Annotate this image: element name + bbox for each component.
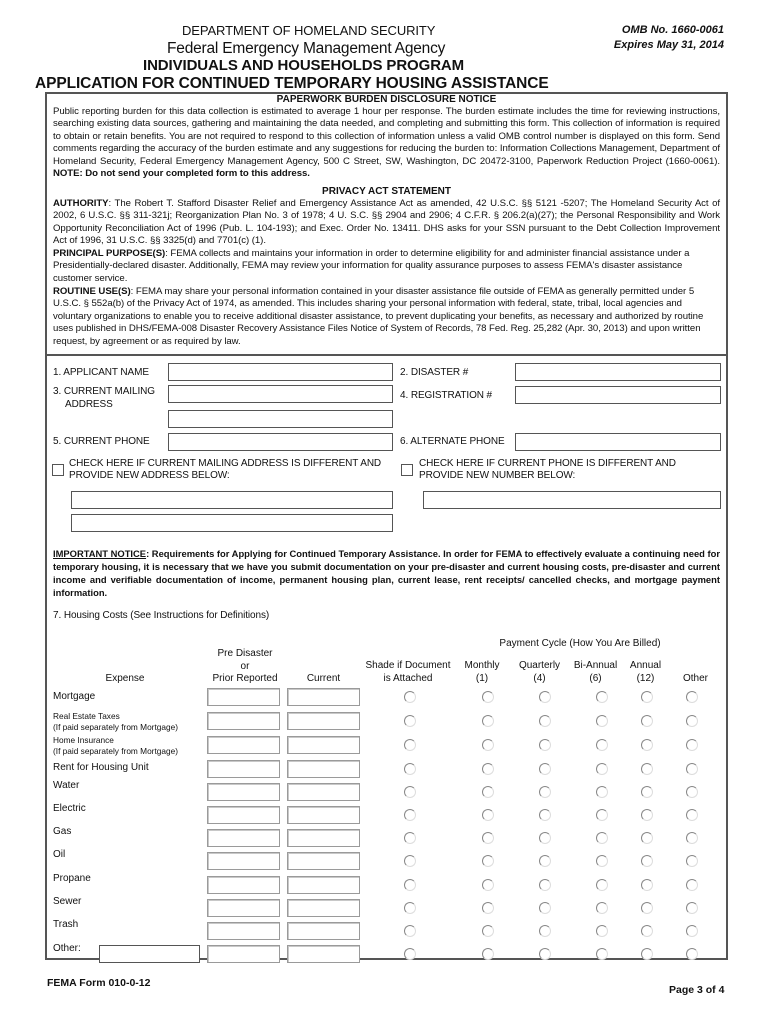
housing-costs-label: 7. Housing Costs (See Instructions for Definitions) — [53, 610, 270, 621]
expense-label — [53, 780, 79, 791]
biannual-radio[interactable] — [596, 763, 608, 775]
annual-radio[interactable] — [641, 809, 653, 821]
new-phone-field[interactable] — [423, 491, 721, 509]
new-address-field-2[interactable] — [71, 514, 393, 532]
other-radio[interactable] — [686, 879, 698, 891]
biannual-radio[interactable] — [596, 715, 608, 727]
biannual-radio[interactable] — [596, 832, 608, 844]
pre-disaster-amount-field[interactable] — [207, 760, 280, 778]
other-radio[interactable] — [686, 902, 698, 914]
alternate-phone-label: 6. ALTERNATE PHONE — [400, 436, 505, 447]
quarterly-radio[interactable] — [539, 809, 551, 821]
quarterly-radio[interactable] — [539, 691, 551, 703]
burden-notice-body: Public reporting burden for this data collection is estimated to average 1 hour per response. The burden estimate includes the time for reviewing instructions, searching existing data sources, gathering and maintaining the data needed, and completing and submitting this form. This collection of information is required to obtain or retain benefits. You are not required to respond to this collection of information unless a valid OMB control number is displayed on this form. Send comments regarding the accuracy of the burden estimate and any suggestions for reducing the burden to: Information Collections Management, Department of Homeland Security, Federal Emergency Management Agency, 500 C Street, SW, Washington, DC 20472-3100, Paperwork Reduction Project (1660-0061). — [53, 106, 720, 167]
col-monthly-line1: Monthly — [464, 660, 500, 671]
new-address-field-1[interactable] — [71, 491, 393, 509]
expense-label — [53, 873, 91, 884]
pre-disaster-amount-field[interactable] — [207, 688, 280, 706]
other-radio[interactable] — [686, 739, 698, 751]
pre-disaster-amount-field[interactable] — [207, 899, 280, 917]
mailing-address-label-1: 3. CURRENT MAILING — [53, 386, 155, 397]
authority-label: AUTHORITY — [53, 198, 109, 209]
col-document-attached — [358, 660, 458, 685]
payment-cycle-heading: Payment Cycle (How You Are Billed) — [499, 638, 661, 649]
quarterly-radio[interactable] — [539, 786, 551, 798]
address-changed-label-2: PROVIDE NEW ADDRESS BELOW: — [69, 470, 230, 481]
expense-label — [53, 762, 149, 773]
mailing-address-field-2[interactable] — [168, 410, 393, 428]
other-radio[interactable] — [686, 715, 698, 727]
expiration-date: Expires May 31, 2014 — [613, 39, 724, 51]
annual-radio[interactable] — [641, 739, 653, 751]
monthly-radio[interactable] — [482, 902, 494, 914]
annual-radio[interactable] — [641, 925, 653, 937]
col-pre-disaster-line2: or — [240, 660, 250, 672]
important-notice-text: : Requirements for Applying for Continued Temporary Assistance. In order for FEMA to effectively evaluate a continuing need for temporary housing, it is necessary that we have you submit documentation on your pre-disaster and current housing costs, pre-disaster and current income and verifiable documentation of income, permanent housing plan, current lease, rent receipts/ cancelled checks, and mortgage payment information. — [53, 548, 720, 598]
form-number: FEMA Form 010-0-12 — [47, 977, 151, 989]
department-name: DEPARTMENT OF HOMELAND SECURITY — [182, 23, 436, 38]
monthly-radio[interactable] — [482, 691, 494, 703]
col-monthly-line2: (1) — [475, 672, 489, 684]
monthly-radio[interactable] — [482, 925, 494, 937]
expense-name: Propane — [53, 873, 91, 884]
monthly-radio[interactable] — [482, 809, 494, 821]
burden-notice-text — [53, 106, 720, 180]
quarterly-radio[interactable] — [539, 948, 551, 960]
alternate-phone-field[interactable] — [515, 433, 721, 451]
pre-disaster-amount-field[interactable] — [207, 829, 280, 847]
registration-number-field[interactable] — [515, 386, 721, 404]
monthly-radio[interactable] — [482, 739, 494, 751]
annual-radio[interactable] — [641, 832, 653, 844]
important-notice-label: IMPORTANT NOTICE — [53, 548, 147, 559]
doc-attached-radio[interactable] — [404, 809, 416, 821]
quarterly-radio[interactable] — [539, 879, 551, 891]
expense-label — [53, 849, 65, 860]
pre-disaster-amount-field[interactable] — [207, 736, 280, 754]
pre-disaster-amount-field[interactable] — [207, 712, 280, 730]
doc-attached-radio[interactable] — [404, 832, 416, 844]
col-annual — [623, 660, 668, 685]
expense-label — [53, 896, 81, 907]
doc-attached-radio[interactable] — [404, 739, 416, 751]
expense-name: Mortgage — [53, 691, 96, 702]
current-phone-label: 5. CURRENT PHONE — [53, 436, 150, 447]
biannual-radio[interactable] — [596, 948, 608, 960]
col-doc-line2: is Attached — [383, 672, 433, 684]
program-name: INDIVIDUALS AND HOUSEHOLDS PROGRAM — [143, 57, 465, 74]
privacy-authority — [53, 198, 720, 248]
purpose-text: : FEMA collects and maintains your information in order to determine eligibility for and administer financial assistance under a Presidentially-declared disaster. Additionally, FEMA may review your information for quality assurance purposes to assess FEMA's disaster assistance customer service. — [53, 248, 690, 284]
other-radio[interactable] — [686, 832, 698, 844]
expense-name: Other: — [53, 943, 81, 954]
other-radio[interactable] — [686, 691, 698, 703]
monthly-radio[interactable] — [482, 763, 494, 775]
other-radio[interactable] — [686, 809, 698, 821]
current-amount-field[interactable] — [287, 876, 360, 894]
expense-label — [53, 919, 78, 930]
biannual-radio[interactable] — [596, 809, 608, 821]
page-number: Page 3 of 4 — [669, 984, 725, 996]
other-radio[interactable] — [686, 763, 698, 775]
biannual-radio[interactable] — [596, 855, 608, 867]
privacy-heading: PRIVACY ACT STATEMENT — [322, 186, 451, 197]
disaster-number-label: 2. DISASTER # — [400, 367, 469, 378]
col-quarterly — [512, 660, 567, 685]
quarterly-radio[interactable] — [539, 739, 551, 751]
current-amount-field[interactable] — [287, 806, 360, 824]
expense-name: Gas — [53, 826, 72, 837]
col-annual-line2: (12) — [636, 672, 655, 684]
registration-number-label: 4. REGISTRATION # — [400, 390, 493, 401]
monthly-radio[interactable] — [482, 786, 494, 798]
col-expense: Expense — [105, 673, 145, 684]
doc-attached-radio[interactable] — [404, 691, 416, 703]
other-radio[interactable] — [686, 855, 698, 867]
phone-changed-label-1: CHECK HERE IF CURRENT PHONE IS DIFFERENT AND — [419, 458, 676, 469]
annual-radio[interactable] — [641, 948, 653, 960]
expense-name: Sewer — [53, 896, 82, 907]
biannual-radio[interactable] — [596, 879, 608, 891]
burden-notice-note: NOTE: Do not send your completed form to this address. — [53, 168, 310, 180]
burden-notice-heading: PAPERWORK BURDEN DISCLOSURE NOTICE — [276, 94, 497, 105]
biannual-radio[interactable] — [596, 902, 608, 914]
col-quarterly-line2: (4) — [533, 672, 546, 684]
current-amount-field[interactable] — [287, 829, 360, 847]
other-radio[interactable] — [686, 925, 698, 937]
expense-name: Trash — [53, 919, 79, 930]
form-title: APPLICATION FOR CONTINUED TEMPORARY HOUSING ASSISTANCE — [35, 75, 549, 92]
quarterly-radio[interactable] — [539, 902, 551, 914]
doc-attached-radio[interactable] — [404, 948, 416, 960]
doc-attached-radio[interactable] — [404, 786, 416, 798]
expense-note: (If paid separately from Mortgage) — [53, 745, 178, 756]
important-notice — [53, 547, 720, 599]
section-divider — [47, 354, 726, 356]
current-amount-field[interactable] — [287, 712, 360, 730]
annual-radio[interactable] — [641, 715, 653, 727]
expense-name: Real Estate Taxes — [53, 711, 120, 721]
mailing-address-field-1[interactable] — [168, 385, 393, 403]
routine-text: : FEMA may share your personal information contained in your disaster assistance file outside of FEMA as generally permitted under 5 U.S.C. § 552a(b) of the Privacy Act of 1974, as amended. This includes sharing your personal information with federal, state, tribal, local agencies and voluntary organizations to enable you to receive additional disaster assistance, to prevent duplicating your benefits, as necessary and authorized by routine uses published in DHS/FEMA-008 Disaster Recovery Assistance Files Notice of System of Records, 78 Fed. Reg. 25,282 (Apr. 30, 2013) and upon written request, by agreement or as required by law. — [53, 286, 704, 347]
annual-radio[interactable] — [641, 786, 653, 798]
current-amount-field[interactable] — [287, 899, 360, 917]
purpose-label: PRINCIPAL PURPOSE(S) — [53, 248, 166, 259]
address-changed-checkbox[interactable] — [52, 464, 64, 476]
expense-label — [53, 803, 86, 814]
expense-name: Oil — [53, 849, 66, 860]
col-doc-line1: Shade if Document — [365, 660, 451, 671]
doc-attached-radio[interactable] — [404, 763, 416, 775]
col-quarterly-line1: Quarterly — [518, 660, 561, 671]
col-current: Current — [306, 673, 341, 684]
annual-radio[interactable] — [641, 879, 653, 891]
other-expense-description-field[interactable] — [99, 945, 200, 963]
monthly-radio[interactable] — [482, 948, 494, 960]
routine-label: ROUTINE USE(S) — [53, 286, 131, 297]
current-amount-field[interactable] — [287, 852, 360, 870]
expense-label — [53, 943, 81, 954]
quarterly-radio[interactable] — [539, 925, 551, 937]
col-other: Other — [682, 673, 708, 684]
biannual-radio[interactable] — [596, 739, 608, 751]
biannual-radio[interactable] — [596, 925, 608, 937]
quarterly-radio[interactable] — [539, 763, 551, 775]
annual-radio[interactable] — [641, 691, 653, 703]
col-monthly — [457, 660, 507, 685]
other-radio[interactable] — [686, 786, 698, 798]
phone-changed-label-2: PROVIDE NEW NUMBER BELOW: — [419, 470, 576, 481]
doc-attached-radio[interactable] — [404, 879, 416, 891]
expense-name: Water — [53, 780, 80, 791]
pre-disaster-amount-field[interactable] — [207, 852, 280, 870]
annual-radio[interactable] — [641, 902, 653, 914]
disaster-number-field[interactable] — [515, 363, 721, 381]
expense-label — [53, 735, 178, 756]
monthly-radio[interactable] — [482, 715, 494, 727]
expense-note: (If paid separately from Mortgage) — [53, 721, 178, 732]
privacy-purpose — [53, 248, 720, 285]
col-biannual-line1: Bi-Annual — [573, 660, 618, 671]
current-amount-field[interactable] — [287, 688, 360, 706]
annual-radio[interactable] — [641, 763, 653, 775]
pre-disaster-amount-field[interactable] — [207, 876, 280, 894]
current-amount-field[interactable] — [287, 783, 360, 801]
expense-name: Electric — [53, 803, 86, 814]
expense-label — [53, 826, 71, 837]
phone-changed-checkbox[interactable] — [401, 464, 413, 476]
current-amount-field[interactable] — [287, 736, 360, 754]
quarterly-radio[interactable] — [539, 715, 551, 727]
current-amount-field[interactable] — [287, 945, 360, 963]
col-pre-disaster-line1: Pre Disaster — [217, 648, 273, 659]
other-radio[interactable] — [686, 948, 698, 960]
agency-name: Federal Emergency Management Agency — [167, 40, 446, 57]
privacy-routine-use — [53, 286, 720, 348]
current-amount-field[interactable] — [287, 760, 360, 778]
doc-attached-radio[interactable] — [404, 855, 416, 867]
omb-number: OMB No. 1660-0061 — [621, 24, 724, 36]
pre-disaster-amount-field[interactable] — [207, 922, 280, 940]
quarterly-radio[interactable] — [539, 855, 551, 867]
expense-name: Home Insurance — [53, 735, 114, 745]
doc-attached-radio[interactable] — [404, 715, 416, 727]
applicant-name-field[interactable] — [168, 363, 393, 381]
mailing-address-label-2: ADDRESS — [65, 399, 113, 410]
col-pre-disaster — [200, 648, 290, 686]
doc-attached-radio[interactable] — [404, 902, 416, 914]
monthly-radio[interactable] — [482, 855, 494, 867]
col-pre-disaster-line3: Prior Reported — [212, 673, 278, 684]
expense-label — [53, 691, 95, 702]
annual-radio[interactable] — [641, 855, 653, 867]
monthly-radio[interactable] — [482, 832, 494, 844]
biannual-radio[interactable] — [596, 786, 608, 798]
biannual-radio[interactable] — [596, 691, 608, 703]
authority-text: : The Robert T. Stafford Disaster Relief and Emergency Assistance Act as amended, 42 U.S.C. §§ 5121 -5207; The Homeland Security Act of 2002, 6 U.S.C. §§ 311-321j; Reorganization Plan No. 3 of 1978; 4 U. S.C. §§ 2904 and 2906; 4 C.F.R. § 206.2(a)(27); the Personal Responsibility and Work Opportunity Reconciliation Act of 1996 (Pub. L. 104-193); and Exec. Order No. 13411. DHS asks for your SSN pursuant to the Debt Collection Improvement Act of 1996, 31 U.S.C. §§ 3325(d) and 7701(c) (1). — [53, 198, 720, 247]
address-changed-label-1: CHECK HERE IF CURRENT MAILING ADDRESS IS DIFFERENT AND — [69, 458, 382, 469]
current-amount-field[interactable] — [287, 922, 360, 940]
pre-disaster-amount-field[interactable] — [207, 945, 280, 963]
expense-label — [53, 711, 178, 732]
quarterly-radio[interactable] — [539, 832, 551, 844]
pre-disaster-amount-field[interactable] — [207, 806, 280, 824]
pre-disaster-amount-field[interactable] — [207, 783, 280, 801]
applicant-name-label: 1. APPLICANT NAME — [53, 367, 149, 378]
current-phone-field[interactable] — [168, 433, 393, 451]
col-biannual-line2: (6) — [589, 672, 602, 684]
col-annual-line1: Annual — [629, 660, 662, 671]
doc-attached-radio[interactable] — [404, 925, 416, 937]
expense-name: Rent for Housing Unit — [53, 762, 149, 773]
col-biannual — [568, 660, 623, 685]
monthly-radio[interactable] — [482, 879, 494, 891]
